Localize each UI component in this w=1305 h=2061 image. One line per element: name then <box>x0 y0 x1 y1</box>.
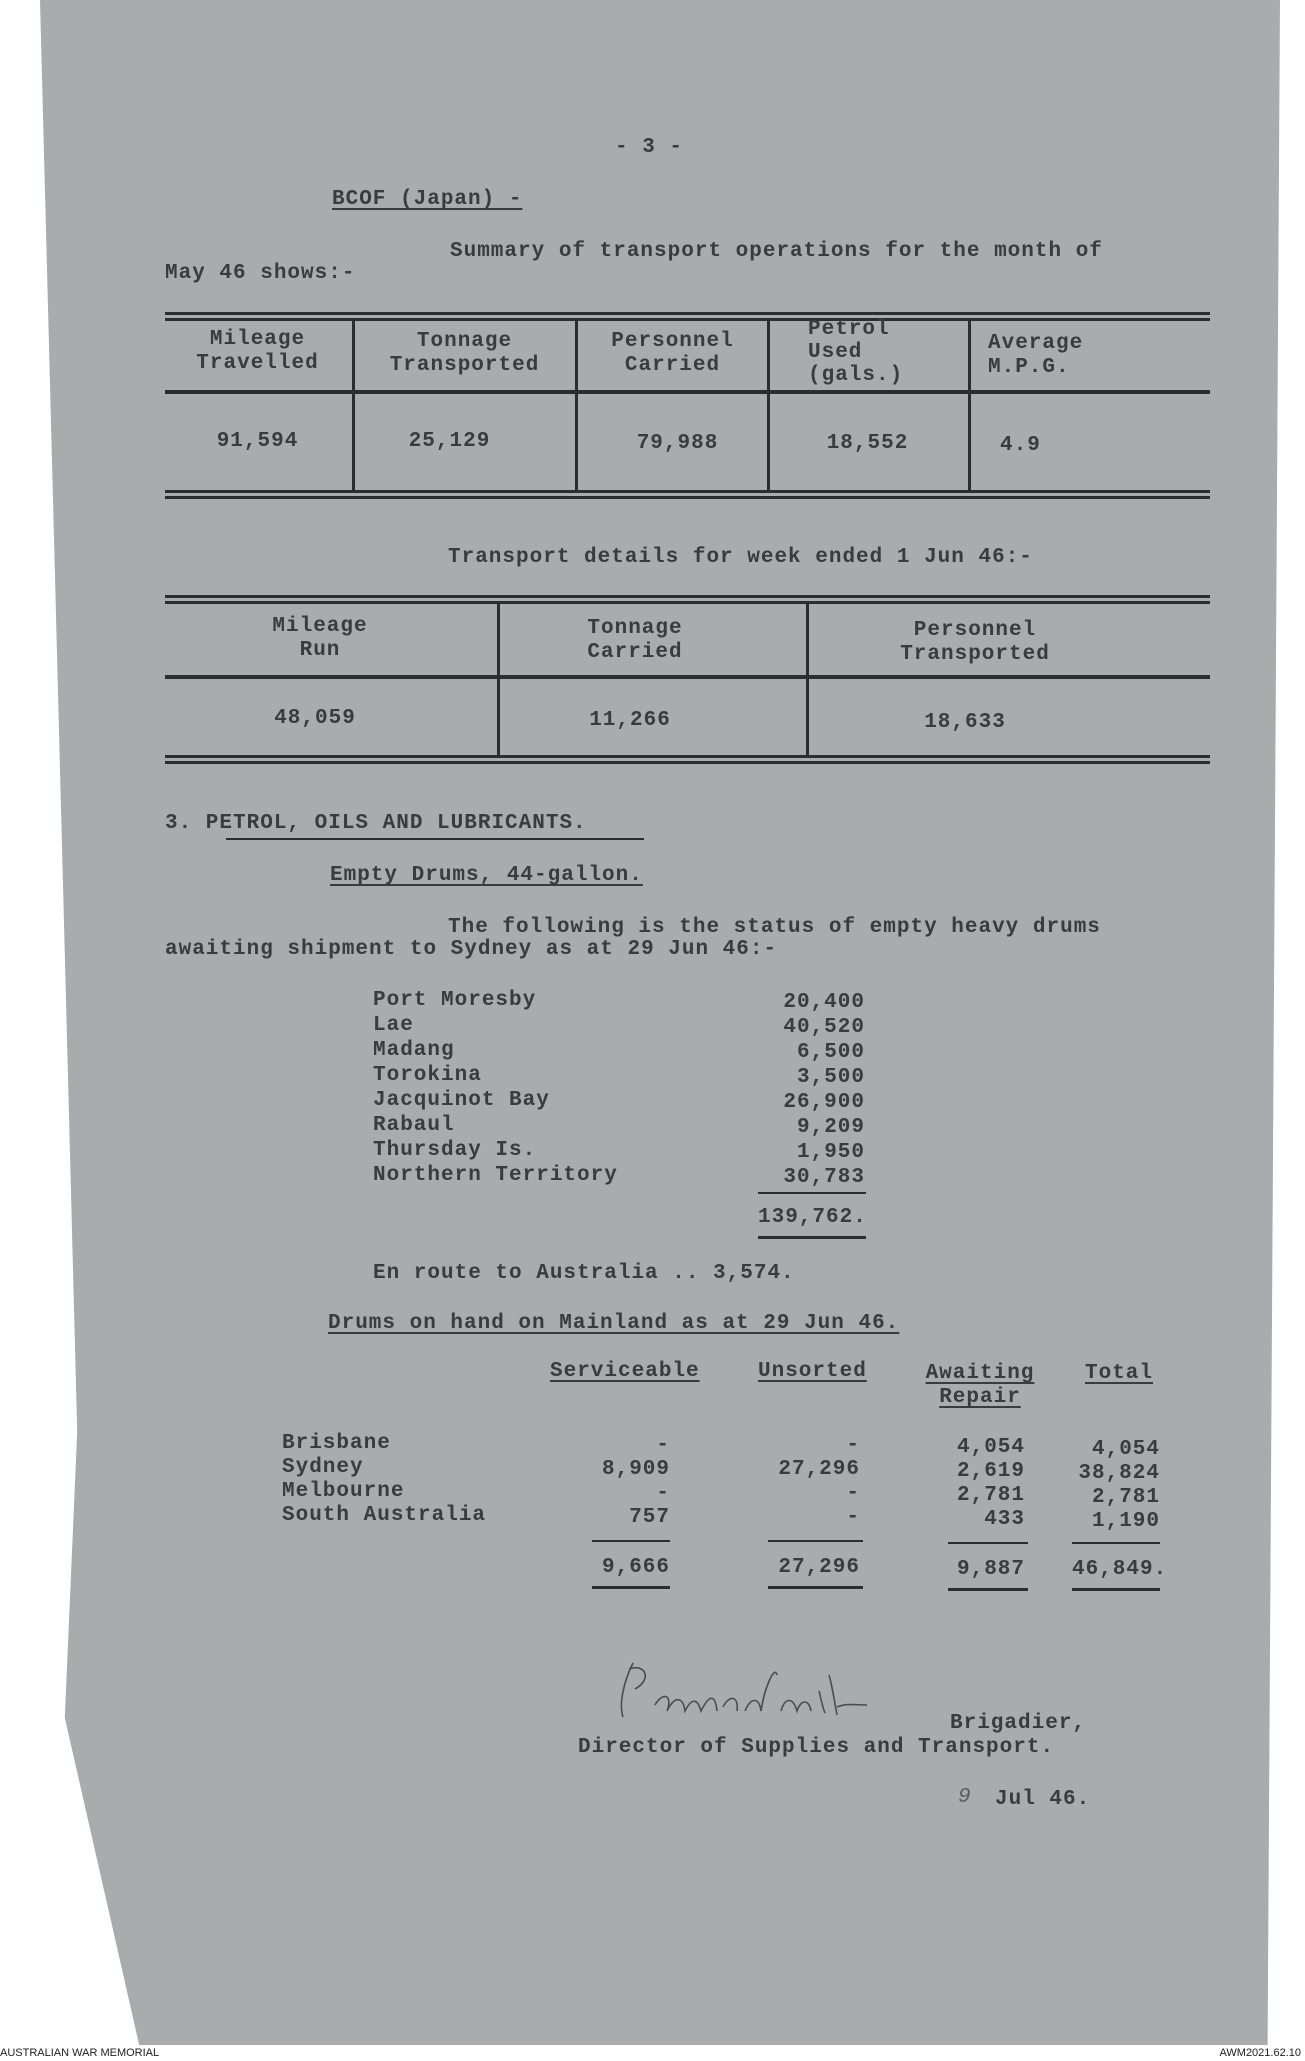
status-line2: awaiting shipment to Sydney as at 29 Jun 46:- <box>165 938 778 961</box>
place-name: Brisbane <box>282 1432 391 1455</box>
location-name: Torokina <box>373 1064 482 1087</box>
archive-footer-right: AWM2021.62.10 <box>1219 2047 1301 2059</box>
location-qty: 30,783 <box>783 1166 865 1189</box>
location-name: Port Moresby <box>373 989 537 1012</box>
table1-value-mileage: 91,594 <box>216 430 299 453</box>
location-name: Jacquinot Bay <box>373 1089 550 1112</box>
awaiting-values: 4,054 2,619 2,781 433 <box>956 1436 1025 1531</box>
grand-total: 46,849. <box>1072 1558 1168 1581</box>
serviceable-total: 9,666 <box>601 1556 670 1579</box>
location-qty: 26,900 <box>783 1091 865 1114</box>
location-qty: 3,500 <box>796 1066 865 1089</box>
status-line1: The following is the status of empty heavy drums <box>448 916 1101 939</box>
location-qty: 40,520 <box>783 1016 865 1039</box>
en-route-line: En route to Australia .. 3,574. <box>373 1262 795 1285</box>
place-name: Sydney <box>282 1456 364 1479</box>
table2-header-rule <box>165 675 1210 679</box>
pol-heading <box>165 812 587 835</box>
table1-top-rule <box>165 312 1210 321</box>
awaiting-sum-rule <box>948 1542 1028 1544</box>
unsorted-sum-rule <box>768 1540 863 1542</box>
location-name: Madang <box>373 1039 455 1062</box>
handwritten-day: 9 <box>958 1786 972 1809</box>
awaiting-double-rule <box>948 1588 1028 1591</box>
handwritten-signature <box>605 1655 895 1735</box>
serviceable-sum-rule <box>592 1540 670 1542</box>
table2-header-mileage: Mileage Run <box>272 615 368 662</box>
location-qty: 6,500 <box>796 1041 865 1064</box>
location-names <box>373 988 618 1188</box>
place-name: Melbourne <box>282 1480 405 1503</box>
table2-top-rule <box>165 595 1210 604</box>
unsorted-values: - 27,296 - - <box>778 1434 860 1529</box>
table1-value-personnel: 79,988 <box>636 432 719 455</box>
location-quantities <box>760 990 865 1190</box>
table1-header-petrol: Petrol Used (gals.) <box>808 318 904 387</box>
signatory-title: Director of Supplies and Transport. <box>578 1736 1055 1759</box>
bcof-intro-line2: May 46 shows:- <box>165 262 356 285</box>
mainland-title: Drums on hand on Mainland as at 29 Jun 46. <box>328 1312 900 1335</box>
table2-divider <box>806 601 809 755</box>
serviceable-double-rule <box>592 1586 670 1589</box>
location-qty: 20,400 <box>783 991 865 1014</box>
table1-value-petrol: 18,552 <box>826 432 909 455</box>
total-double-rule <box>1072 1588 1160 1591</box>
table2-value-tonnage: 11,266 <box>589 709 671 732</box>
unsorted-total: 27,296 <box>778 1556 860 1579</box>
table2-divider <box>497 601 500 755</box>
table2-value-personnel: 18,633 <box>924 711 1006 734</box>
col-total: Total <box>1085 1362 1154 1385</box>
signatory-rank: Brigadier, <box>950 1712 1087 1735</box>
table2-value-mileage: 48,059 <box>274 707 356 730</box>
location-name: Lae <box>373 1014 414 1037</box>
page-number: - 3 - <box>615 136 684 159</box>
table1-divider <box>352 318 355 490</box>
table1-header-tonnage: Tonnage Transported <box>389 330 540 377</box>
table1-header-personnel: Personnel Carried <box>611 330 734 377</box>
empty-drums-subheading: Empty Drums, 44-gallon. <box>330 864 643 887</box>
archive-footer-left: AUSTRALIAN WAR MEMORIAL <box>0 2047 160 2059</box>
signature-date: Jul 46. <box>995 1788 1091 1811</box>
table1-divider <box>575 318 578 490</box>
table1-header-mileage: Mileage Travelled <box>196 328 319 375</box>
total-values: 4,054 38,824 2,781 1,190 <box>1078 1438 1160 1533</box>
pol-heading-underline <box>226 838 644 840</box>
place-name: South Australia <box>282 1504 487 1527</box>
total-rule <box>758 1236 866 1239</box>
col-unsorted: Unsorted <box>758 1360 867 1383</box>
awaiting-total: 9,887 <box>956 1558 1025 1581</box>
col-serviceable: Serviceable <box>550 1360 700 1383</box>
bcof-intro-line1: Summary of transport operations for the month of <box>450 240 1103 263</box>
table2-header-personnel: Personnel Transported <box>900 619 1050 666</box>
table1-divider <box>968 318 971 490</box>
mainland-places <box>282 1432 486 1528</box>
table1-header-rule <box>165 390 1210 394</box>
table1-header-mpg: Average M.P.G. <box>988 332 1084 379</box>
table1-value-tonnage: 25,129 <box>408 430 491 453</box>
table1-value-mpg: 4.9 <box>1000 434 1041 457</box>
location-name: Northern Territory <box>373 1164 618 1187</box>
serviceable-values: - 8,909 - 757 <box>601 1434 670 1529</box>
table1-bottom-rule <box>165 490 1210 499</box>
table2-header-tonnage: Tonnage Carried <box>587 617 683 664</box>
location-qty: 1,950 <box>796 1141 865 1164</box>
location-qty: 9,209 <box>796 1116 865 1139</box>
table2-bottom-rule <box>165 755 1210 764</box>
pol-heading-text: 3. PETROL, OILS AND LUBRICANTS. <box>165 812 587 835</box>
unsorted-double-rule <box>768 1586 863 1589</box>
locations-total: 139,762. <box>758 1206 867 1229</box>
week-title: Transport details for week ended 1 Jun 46:- <box>448 546 1033 569</box>
col-awaiting-repair: Awaiting Repair <box>925 1362 1035 1409</box>
table1-divider <box>767 318 770 490</box>
total-sum-rule <box>1072 1542 1160 1544</box>
location-name: Thursday Is. <box>373 1139 537 1162</box>
location-name: Rabaul <box>373 1114 455 1137</box>
subtotal-rule <box>758 1192 866 1194</box>
bcof-heading: BCOF (Japan) - <box>332 188 523 211</box>
